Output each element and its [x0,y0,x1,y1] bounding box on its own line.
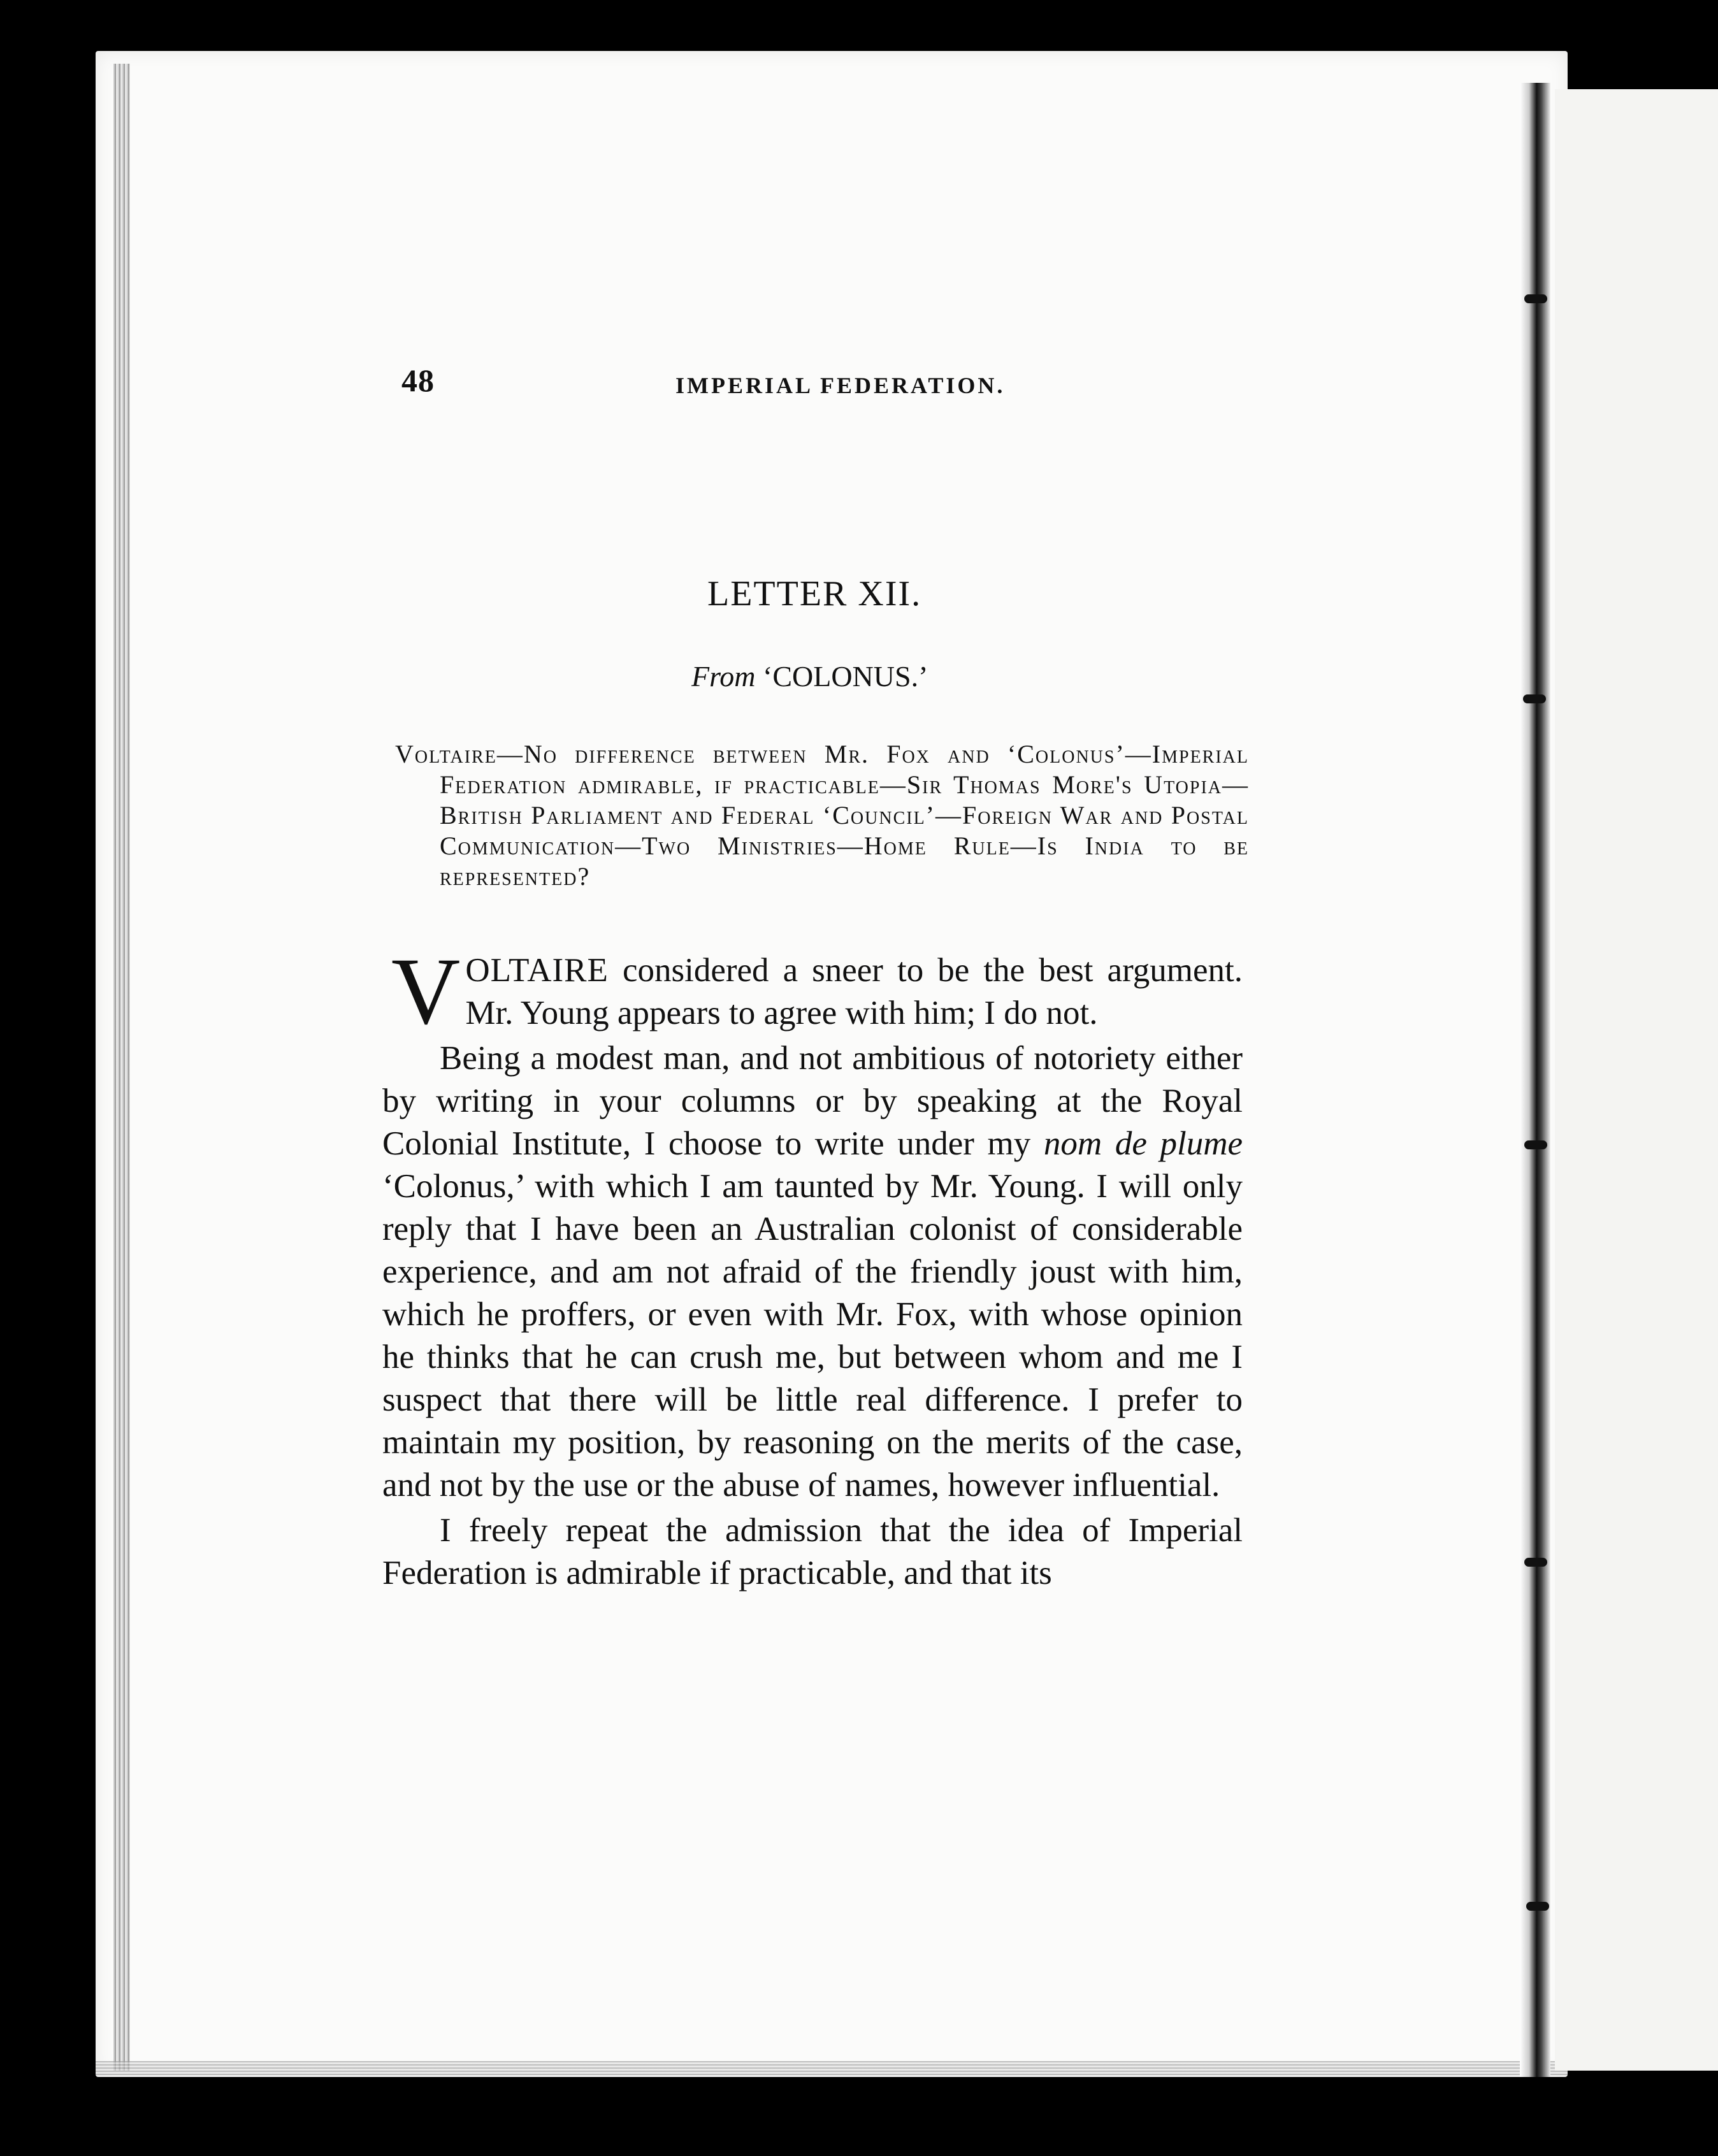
paragraph-1-text: considered a sneer to be the best argument. Mr. Young appears to agree with him; I do not. [465,952,1243,1031]
chapter-synopsis [395,739,1249,892]
paragraph-3-text: I freely repeat the admission that the idea of Imperial Federation is admirable if practicable, and that its [382,1512,1243,1592]
page-bottom-edge [96,2061,1568,2075]
from-name: ‘COLONUS.’ [763,660,928,693]
paragraph-2-italic: nom de plume [1043,1125,1243,1162]
letter-heading: LETTER XII. [707,574,922,614]
body-text [382,938,1243,1597]
binding-stitch-mark [1524,1140,1547,1149]
binding-stitch-mark [1523,694,1546,703]
binding-stitch-mark [1524,294,1547,303]
paragraph-1 [382,938,1243,1044]
page-stack-edge [113,64,130,2071]
running-head [401,362,1638,406]
paragraph-2-text-b: ‘Colonus,’ with which I am taunted by Mr. Young. I will only reply that I have been an Australian colonist of considerable experience, and am not afraid of the friendly joust with him, which he proffers, or even with Mr. Fox, with whose opinion he thinks that he can crush me, but between whom and me I suspect that there will be little real difference. I prefer to maintain my position, by reasoning on the merits of the case, and not by the use or the abuse of names, however influential. [382,1168,1243,1504]
running-title: IMPERIAL FEDERATION. [675,373,1006,398]
synopsis-text: Voltaire—No difference between Mr. Fox and ‘Colonus’—Imperial Federation admirable, if practicable—Sir Thomas More's Utopia—British Parliament and Federal ‘Council’—Foreign War and Postal Communication—Two Ministries—Home Rule—Is India to be represented? [395,740,1249,891]
binding-stitch-mark [1526,1902,1549,1911]
binding-stitch-mark [1524,1558,1547,1567]
page-number: 48 [401,363,435,398]
from-line [691,659,928,693]
paragraph-3 [382,1509,1243,1595]
from-prefix: From [691,660,756,693]
paragraph-2-text-a: Being a modest man, and not ambitious of notoriety either by writing in your columns or by speaking at the Royal Colonial Institute, I choose to write under my [382,1040,1243,1162]
opening-word: OLTAIRE [465,952,609,989]
drop-cap: V [391,938,461,1044]
paragraph-2 [382,1037,1243,1507]
